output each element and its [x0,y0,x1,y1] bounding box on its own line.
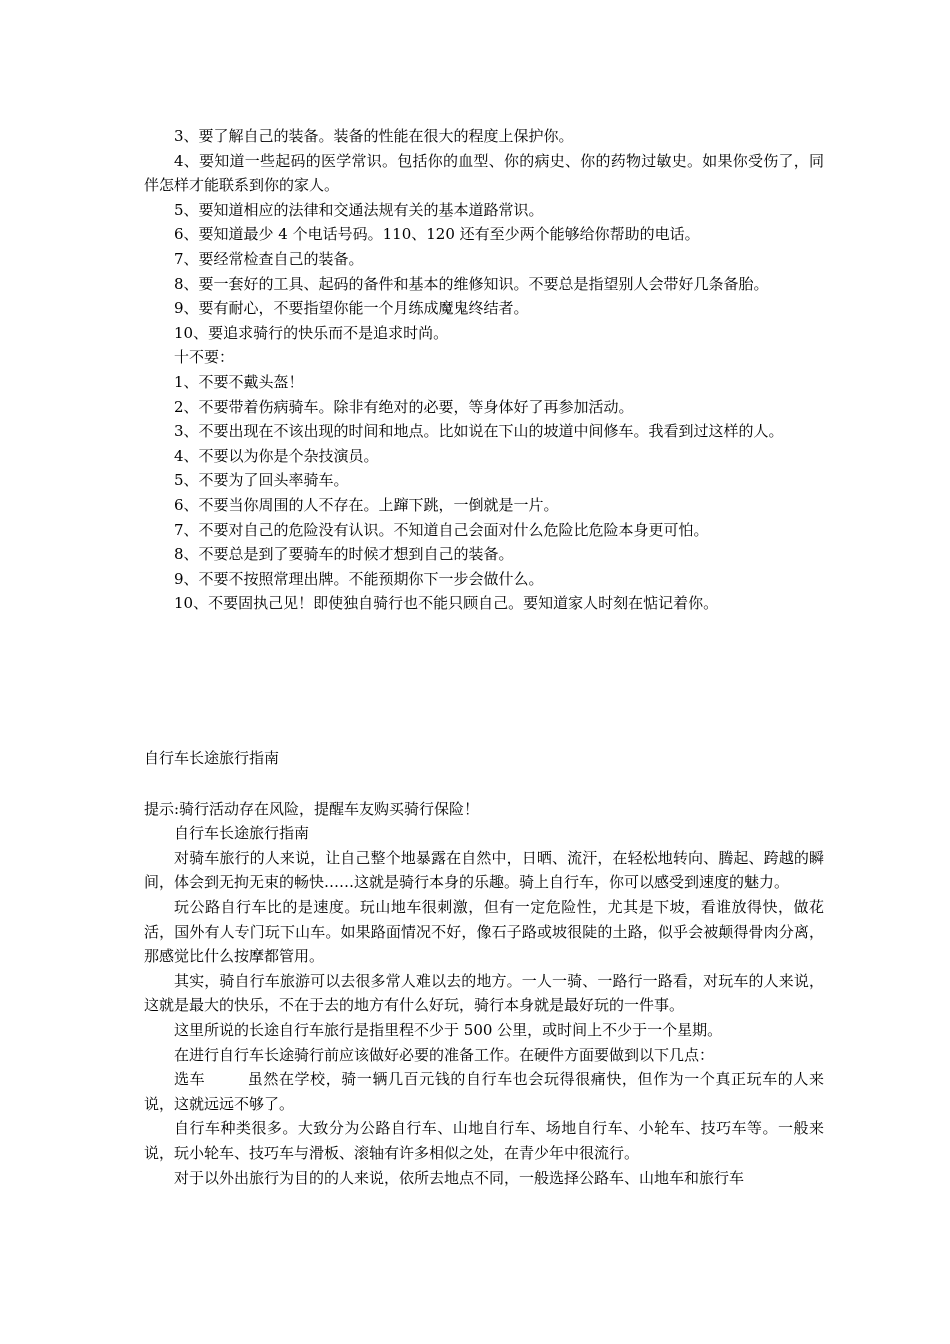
rule-item: 8、不要总是到了要骑车的时候才想到自己的装备。 [174,545,514,564]
select-bike-text: 虽然在学校，骑一辆几百元钱的自行车也会玩得很痛快，但作为一个真正玩车的人来说，这就远远不够了。 [144,1070,824,1113]
rule-item: 1、不要不戴头盔！ [174,372,304,391]
rules-section [144,124,824,616]
rule-item: 4、不要以为你是个杂技演员。 [174,446,379,465]
rule-item: 9、不要不按照常理出牌。不能预期你下一步会做什么。 [174,569,544,588]
rule-item: 8、要一套好的工具、起码的备件和基本的维修知识。不要总是指望别人会带好几条备胎。 [174,274,769,293]
rule-item: 4、要知道一些起码的医学常识。包括你的血型、你的病史、你的药物过敏史。如果你受伤了，同伴怎样才能联系到你的家人。 [144,151,824,195]
guide-section [144,746,824,1190]
rule-item: 7、不要对自己的危险没有认识。不知道自己会面对什么危险比危险本身更可怕。 [174,520,709,539]
paragraph: 玩公路自行车比的是速度。玩山地车很刺激，但有一定危险性，尤其是下坡，看谁放得快，做花活，国外有人专门玩下山车。如果路面情况不好，像石子路或坡很陡的土路，似乎会被颠得骨肉分离，那感觉比什么按摩都管用。 [144,897,824,966]
paragraph: 对于以外出旅行为目的的人来说，依所去地点不同，一般选择公路车、山地车和旅行车 [174,1168,745,1187]
safety-tip: 提示:骑行活动存在风险，提醒车友购买骑行保险！ [144,799,480,818]
paragraph: 在进行自行车长途骑行前应该做好必要的准备工作。在硬件方面要做到以下几点： [174,1045,715,1064]
section-heading: 十不要： [174,348,235,367]
article-title: 自行车长途旅行指南 [144,749,280,767]
rule-item: 9、要有耐心，不要指望你能一个月练成魔鬼终结者。 [174,299,529,318]
select-bike-label: 选车 [174,1070,206,1089]
select-bike-paragraph [144,1067,824,1116]
rule-item: 3、不要出现在不该出现的时间和地点。比如说在下山的坡道中间修车。我看到过这样的人。 [174,422,784,441]
rule-item: 10、不要固执己见！即使独自骑行也不能只顾自己。要知道家人时刻在惦记着你。 [174,594,719,613]
rule-item: 7、要经常检查自己的装备。 [174,249,364,268]
rule-item: 3、要了解自己的装备。装备的性能在很大的程度上保护你。 [174,127,574,145]
rule-item: 6、要知道最少 4 个电话号码。110、120 还有至少两个能够给你帮助的电话。 [174,225,700,244]
paragraph: 对骑车旅行的人来说，让自己整个地暴露在自然中，日晒、流汗，在轻松地转向、腾起、跨越的瞬间，体会到无拘无束的畅快……这就是骑行本身的乐趣。骑上自行车，你可以感受到速度的魅力。 [144,848,824,892]
rule-item: 5、不要为了回头率骑车。 [174,471,349,490]
rule-item: 10、要追求骑行的快乐而不是追求时尚。 [174,323,449,342]
rule-item: 6、不要当你周围的人不存在。上蹿下跳，一倒就是一片。 [174,495,559,514]
article-subtitle: 自行车长途旅行指南 [174,824,310,843]
rule-item: 2、不要带着伤病骑车。除非有绝对的必要，等身体好了再参加活动。 [174,397,634,416]
rule-item: 5、要知道相应的法律和交通法规有关的基本道路常识。 [174,200,544,219]
paragraph: 自行车种类很多。大致分为公路自行车、山地自行车、场地自行车、小轮车、技巧车等。一般来说，玩小轮车、技巧车与滑板、滚轴有许多相似之处，在青少年中很流行。 [144,1119,824,1162]
paragraph: 这里所说的长途自行车旅行是指里程不少于 500 公里，或时间上不少于一个星期。 [174,1020,723,1039]
paragraph: 其实，骑自行车旅游可以去很多常人难以去的地方。一人一骑、一路行一路看，对玩车的人来说，这就是最大的快乐，不在于去的地方有什么好玩，骑行本身就是最好玩的一件事。 [144,971,824,1015]
